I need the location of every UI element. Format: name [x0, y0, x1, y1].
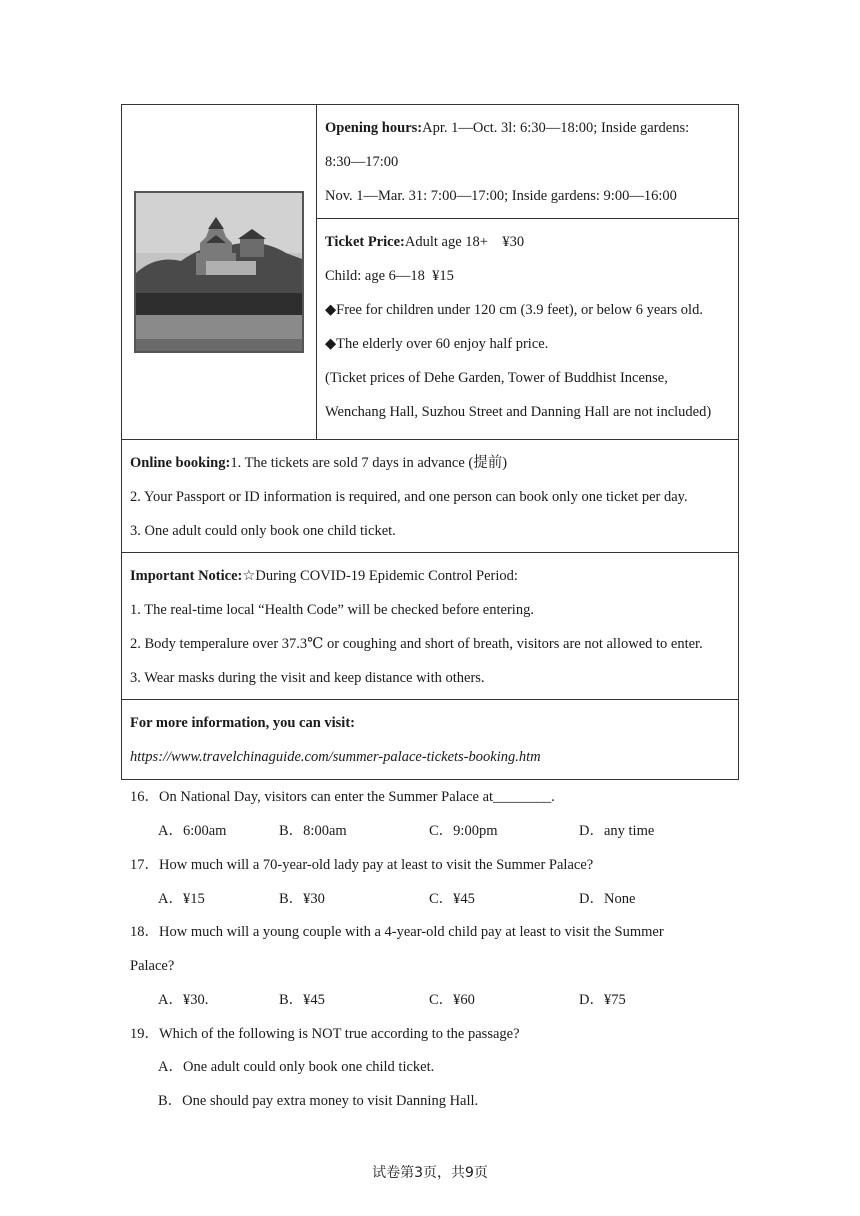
q18-option-b: B．¥45 — [279, 992, 325, 1008]
important-notice-cell — [122, 553, 739, 700]
q18-option-c: C．¥60 — [429, 992, 475, 1008]
q17-option-d: D．None — [579, 891, 636, 907]
notice-line-1: Important Notice:☆During COVID-19 Epidemic Control Period: — [130, 568, 518, 584]
question-17: 17．How much will a 70-year-old lady pay at least to visit the Summer Palace? — [130, 857, 594, 873]
notice-line-3: 2. Body temperalure over 37.3℃ or coughing and short of breath, visitors are not allowed to enter. — [130, 636, 703, 652]
summer-palace-illustration — [136, 193, 302, 351]
question-18-line-1: 18．How much will a young couple with a 4-year-old child pay at least to visit the Summer — [130, 924, 664, 940]
q17-option-c: C．¥45 — [429, 891, 475, 907]
opening-label: Opening hours: — [325, 120, 423, 136]
q16-option-c: C．9:00pm — [429, 823, 498, 839]
more-info-label: For more information, you can visit: — [130, 715, 355, 731]
page-footer: 试卷第3页，共9页 — [372, 1165, 488, 1181]
notice-label: Important Notice: — [130, 568, 243, 584]
more-info-cell — [122, 700, 739, 780]
opening-line-3: Nov. 1—Mar. 31: 7:00—17:00; Inside gardens: 9:00—16:00 — [325, 188, 677, 204]
ticket-free-line: ◆Free for children under 120 cm (3.9 feet), or below 6 years old. — [325, 302, 703, 318]
q19-option-b: B．One should pay extra money to visit Danning Hall. — [158, 1093, 479, 1109]
ticket-price-cell — [317, 219, 739, 440]
q16-option-b: B．8:00am — [279, 823, 347, 839]
notice-line-2: 1. The real-time local “Health Code” will be checked before entering. — [130, 602, 534, 618]
notice-line-4: 3. Wear masks during the visit and keep distance with others. — [130, 670, 485, 686]
q16-option-a: A．6:00am — [158, 823, 227, 839]
question-18-line-2: Palace? — [130, 958, 175, 974]
info-table — [121, 104, 739, 780]
booking-line-3: 3. One adult could only book one child ticket. — [130, 523, 396, 539]
opening-hours-cell — [317, 105, 739, 219]
booking-line-1: Online booking:1. The tickets are sold 7 days in advance (提前) — [130, 455, 508, 471]
q17-option-a: A．¥15 — [158, 891, 205, 907]
ticket-note-line-1: (Ticket prices of Dehe Garden, Tower of Buddhist Incense, — [325, 370, 668, 386]
question-16: 16．On National Day, visitors can enter the Summer Palace at________. — [130, 789, 555, 805]
q16-option-d: D．any time — [579, 823, 655, 839]
q18-option-d: D．¥75 — [579, 992, 626, 1008]
booking-label: Online booking: — [130, 455, 231, 471]
more-info-url[interactable]: https://www.travelchinaguide.com/summer-palace-tickets-booking.htm — [130, 749, 541, 765]
opening-line-1: Opening hours:Apr. 1—Oct. 3l: 6:30—18:00; Inside gardens: — [325, 120, 690, 136]
ticket-child-line: Child: age 6—18 ¥15 — [325, 268, 454, 284]
question-19: 19．Which of the following is NOT true according to the passage? — [130, 1026, 520, 1042]
ticket-elderly-line: ◆The elderly over 60 enjoy half price. — [325, 336, 549, 352]
summer-palace-photo — [134, 191, 304, 353]
ticket-note-line-2: Wenchang Hall, Suzhou Street and Danning Hall are not included) — [325, 404, 712, 420]
q18-option-a: A．¥30. — [158, 992, 209, 1008]
booking-line-2: 2. Your Passport or ID information is required, and one person can book only one ticket per day. — [130, 489, 688, 505]
ticket-label: Ticket Price: — [325, 234, 405, 250]
q19-option-a: A．One adult could only book one child ticket. — [158, 1059, 435, 1075]
photo-cell — [122, 105, 317, 440]
q17-option-b: B．¥30 — [279, 891, 325, 907]
opening-line-2: 8:30—17:00 — [325, 154, 399, 170]
ticket-adult-line: Ticket Price:Adult age 18+ ¥30 — [325, 234, 525, 250]
online-booking-cell — [122, 440, 739, 553]
